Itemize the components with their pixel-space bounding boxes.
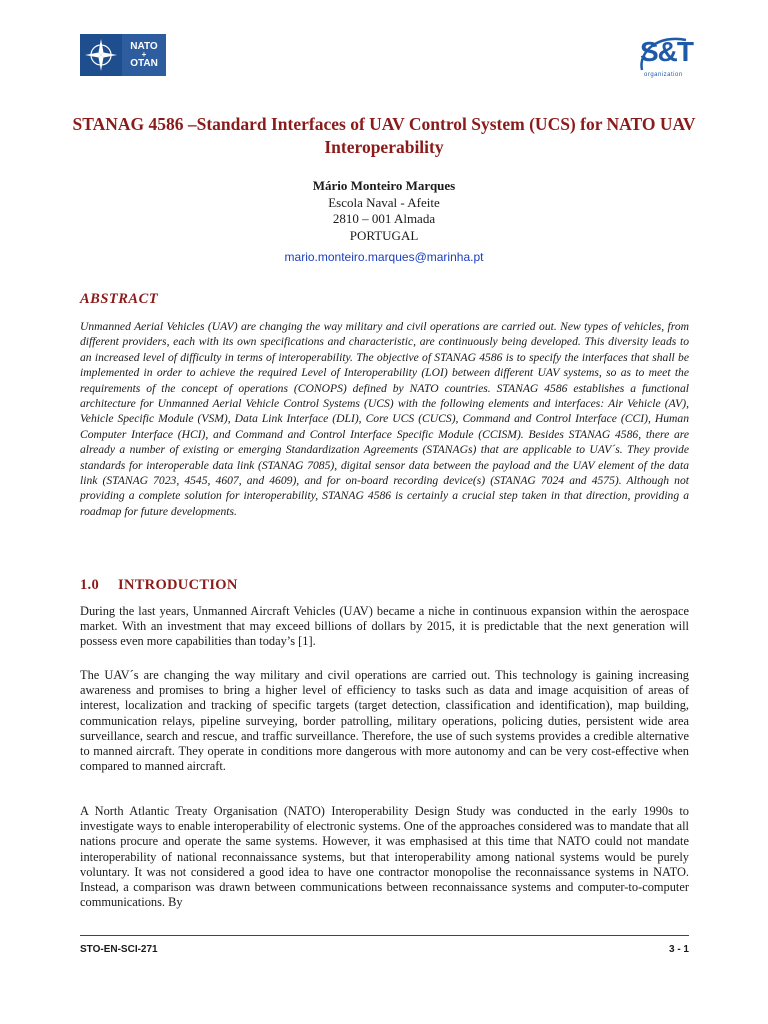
section-title: INTRODUCTION: [118, 577, 238, 593]
abstract-body: Unmanned Aerial Vehicles (UAV) are changing the way military and civil operations are carried out. New types of vehicles, from different providers, each with its own specifications and characteristic, are continuously being developed. This diversity leads to an increased level of difficulty in terms of interoperability. The objective of STANAG 4586 is to specify the interfaces that shall be implemented in order to achieve the required Level of Interoperability (LOI) between different UAV systems, so as to meet the requirements of the concept of operations (CONOPS) defined by NATO countries. STANAG 4586 establishes a functional architecture for Unmanned Aerial Vehicle Control Systems (UCS) with the following elements and interfaces: Air Vehicle (AV), Vehicle Specific Module (VSM), Data Link Interface (DLI), Core UCS (CUCS), Command and Control Interface (CCI), Human Computer Interface (HCI), and Command and Control Interface Specific Module (CCISM). Besides STANAG 4586, there are already a number of existing or emerging Standardization Agreements (STANAGs) that are applicable to UAV´s. They provide standards for interoperable data link (STANAG 7085), digital sensor data between the payload and the UAV element of the data link (STANAG 7023, 4545, 4607, and 4609), and for on-board recording device(s) (STANAG 7024 and 4575). Although not providing a complete solution for interoperability, STANAG 4586 is certainly a crucial step taken in that direction, providing a roadmap for future developments.: [80, 320, 689, 518]
footer-divider: [80, 935, 689, 936]
body-paragraph: During the last years, Unmanned Aircraft Vehicles (UAV) became a niche in continuous expansion within the aerospace market. With an investment that may exceed billions of dollars by 2015, it is predictable that the next generation will possess even more capabilities than today’s [1].: [80, 604, 689, 649]
footer-page-number: 3 - 1: [668, 944, 689, 955]
footer-document-id: STO-EN-SCI-271: [80, 944, 158, 955]
author-name: Mário Monteiro Marques: [312, 178, 456, 193]
body-paragraph: The UAV´s are changing the way military and civil operations are carried out. This technology is gaining increasing awareness and promises to bring a higher level of efficiency to tasks such as data and image acquisition of areas of interest, localization and tracking of specific targets (target detection, classification and identification), map building, communication relays, pipeline surveying, border patrolling, military operations, policing duties, persistent wide area surveillance, search and rescue, and traffic surveillance. Therefore, the use of such systems provides a credible alternative to manned aircraft. They operate in conditions more dangerous with more autonomy and can be very cost-effective when compared to manned aircraft.: [80, 668, 689, 774]
section-number: 1.0: [80, 577, 100, 593]
author-block: [60, 178, 708, 244]
st-mark: S&T: [640, 36, 693, 67]
affiliation-line: PORTUGAL: [349, 227, 419, 243]
nato-text: NATO: [130, 41, 158, 52]
abstract-heading: ABSTRACT: [80, 291, 159, 307]
sto-organization-logo: [636, 32, 696, 84]
section-heading-introduction: [80, 577, 238, 594]
body-paragraph: A North Atlantic Treaty Organisation (NATO) Interoperability Design Study was conducted in the early 1990s to investigate ways to enable interoperability of electronic systems. One of the approaches considered was to mandate that all nations procure and operate the same systems. However, it was emphasised at this time that NATO could not mandate interoperability of national reconnaissance systems, but that interoperability among national systems would be purely voluntary. It was not considered a good idea to have one contractor monopolise the reconnaissance systems in NATO. Instead, a comparison was drawn between communications between reconnaissance systems and computer-to-computer communications. By: [80, 804, 689, 910]
affiliation-line: Escola Naval - Afeite: [328, 194, 440, 210]
st-caption: organization: [644, 72, 683, 78]
affiliation-line: 2810 – 001 Almada: [332, 211, 436, 226]
author-email-link[interactable]: mario.monteiro.marques@marinha.pt: [284, 250, 484, 264]
paper-title: STANAG 4586 –Standard Interfaces of UAV Control System (UCS) for NATO UAV Interoperability: [72, 114, 696, 157]
nato-compass-star-icon: [80, 34, 122, 76]
nato-otan-wordmark: NATO + OTAN: [122, 34, 166, 76]
otan-text: OTAN: [130, 58, 158, 69]
nato-otan-logo: [80, 34, 166, 76]
